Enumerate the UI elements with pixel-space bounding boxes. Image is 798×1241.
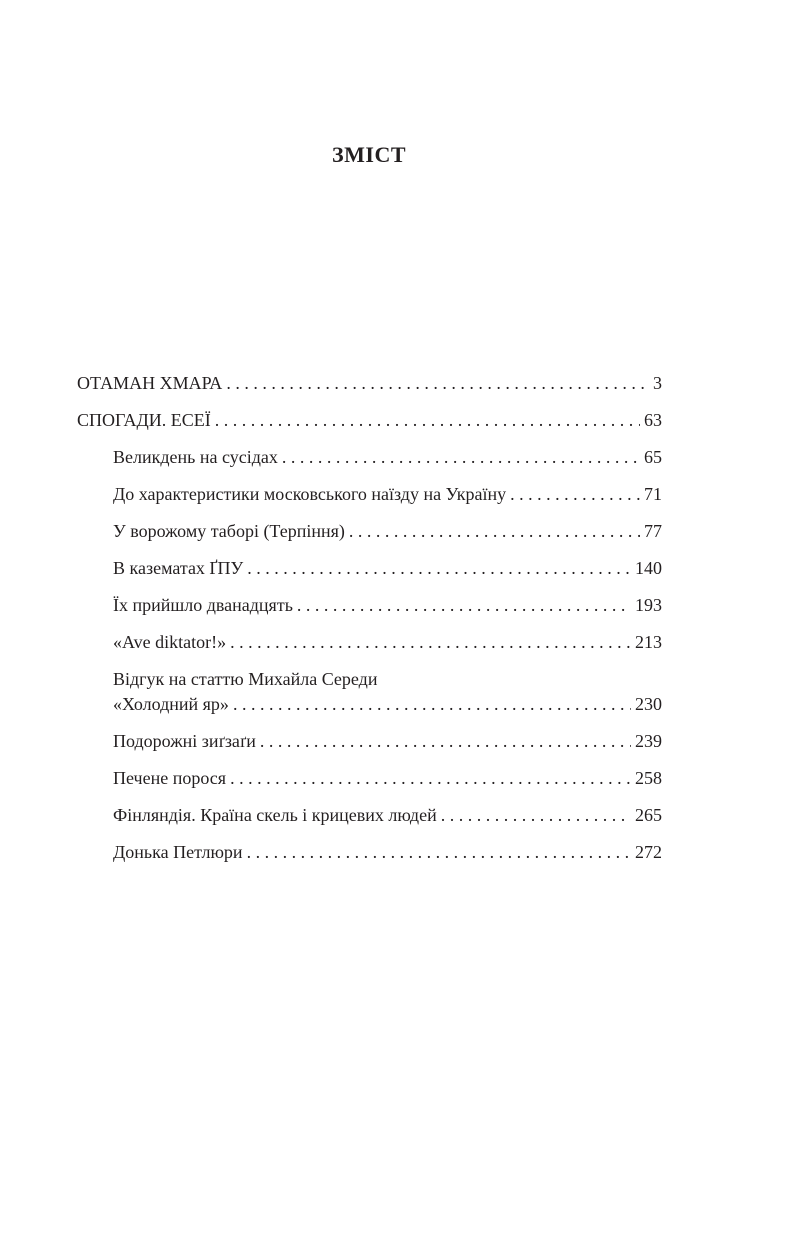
- dot-leader: [282, 444, 640, 470]
- toc-entry-page: 3: [653, 373, 662, 393]
- toc-entry: [77, 592, 662, 629]
- toc-entry: [77, 407, 662, 444]
- toc-entry-page: 65: [644, 447, 662, 467]
- dot-leader: [510, 481, 640, 507]
- toc-entry-page: 258: [635, 768, 662, 788]
- dot-leader: [260, 728, 631, 754]
- toc-entry-page: 63: [644, 410, 662, 430]
- toc-entry: [77, 481, 662, 518]
- toc-entry-page: 239: [635, 731, 662, 751]
- toc-entry-title: Донька Петлюри: [113, 842, 243, 862]
- dot-leader: [233, 691, 631, 717]
- dot-leader: [226, 370, 649, 396]
- dot-leader: [247, 555, 631, 581]
- toc-entry: [77, 765, 662, 802]
- toc-entry-title: ОТАМАН ХМАРА: [77, 373, 223, 393]
- toc-entry-page: 213: [635, 632, 662, 652]
- toc-entry-page: 140: [635, 558, 662, 578]
- toc-entry-title: У ворожому таборі (Терпіння): [113, 521, 345, 541]
- toc-entry: [77, 728, 662, 765]
- toc-entry-title: В казематах ҐПУ: [113, 558, 244, 578]
- toc-entry-title: Великдень на сусідах: [113, 447, 278, 467]
- toc-entry-title: Фінляндія. Країна скель і крицевих людей: [113, 805, 437, 825]
- table-of-contents: [77, 370, 662, 876]
- toc-entry-page: 77: [644, 521, 662, 541]
- toc-entry: [77, 518, 662, 555]
- toc-entry-page: 265: [635, 805, 662, 825]
- dot-leader: [230, 629, 631, 655]
- toc-entry: [77, 666, 662, 728]
- toc-entry-title: Подорожні зиґзаґи: [113, 731, 256, 751]
- toc-entry: [77, 629, 662, 666]
- toc-entry-title-line1: Відгук на статтю Михайла Середи: [113, 669, 378, 689]
- toc-entry: [77, 839, 662, 876]
- toc-entry-page: 230: [635, 694, 662, 714]
- toc-entry: [77, 802, 662, 839]
- dot-leader: [247, 839, 631, 865]
- toc-entry-page: 193: [635, 595, 662, 615]
- toc-entry-title: До характеристики московського наїзду на Україну: [113, 484, 507, 504]
- toc-entry-title: Їх прийшло дванадцять: [113, 595, 293, 615]
- dot-leader: [215, 407, 640, 433]
- toc-entry-page: 272: [635, 842, 662, 862]
- page-title: ЗМІСТ: [332, 142, 406, 167]
- toc-entry-title: СПОГАДИ. ЕСЕЇ: [77, 410, 211, 430]
- toc-entry-page: 71: [644, 484, 662, 504]
- toc-entry-title: Печене порося: [113, 768, 227, 788]
- dot-leader: [297, 592, 631, 618]
- toc-entry: [77, 444, 662, 481]
- toc-entry: [77, 555, 662, 592]
- dot-leader: [349, 518, 640, 544]
- dot-leader: [230, 765, 631, 791]
- dot-leader: [441, 802, 631, 828]
- toc-entry: [77, 370, 662, 407]
- toc-entry-title-line2: «Холодний яр»: [113, 694, 229, 714]
- toc-entry-title: «Ave diktator!»: [113, 632, 227, 652]
